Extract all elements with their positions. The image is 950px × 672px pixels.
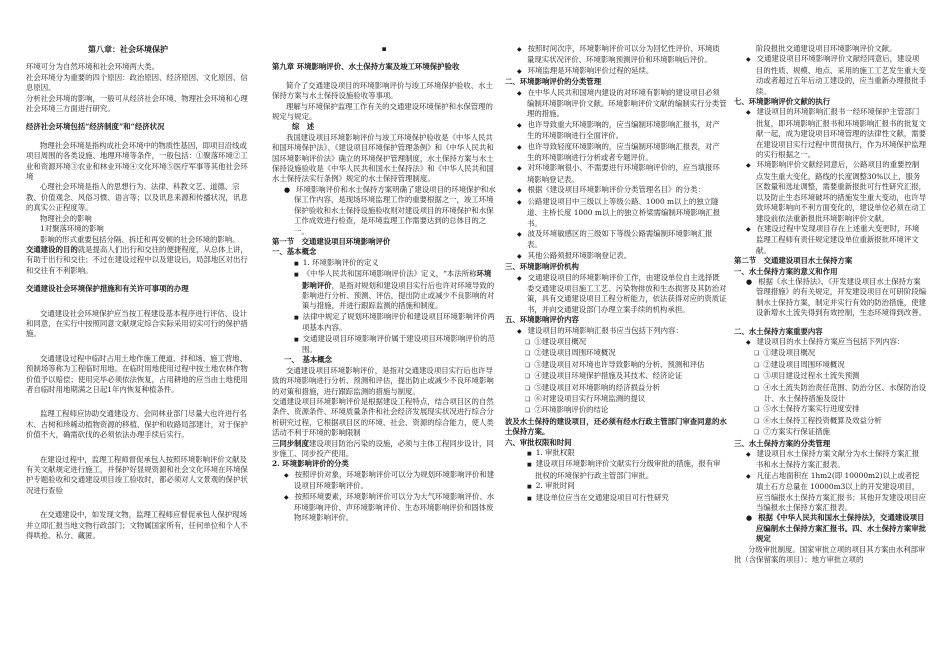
bullet-item: ◆ 波及环境敏感区的三级如下等级公路需编制环境影响汇报表。	[505, 229, 727, 251]
paragraph: 在建设过程中，监理工程师督促承包人按照环境影响评价文献及有关文献规定进行施工，并保护好显规资源和社会文化环境在环境保护专题验收和交通建设项目竣工验收时，都必须对人文景观的保护状况进行查验	[26, 454, 248, 495]
paragraph: 物理社会环境是指构成社会环境中的物质性基因，即项目沿线或项目周围的各类设施、地理环境等条件，一般包括：①聚落环境②工业和资源环境③农业和林业环境④文化环境⑤医疗军事等其他社会环境	[26, 140, 248, 182]
bullet-item: ◆ 公路建设项目中三级以上等级公路、1000 m以上的独立隧道、主桥长度 1000 m以上的独立桥梁需编制环境影响汇报书。	[505, 197, 727, 229]
bullet-item: ◆ 交通建设项目环境影响评价文献经同意后，建设项目的性质、规模、地点、采用的施工工艺发生重大变动或者超过五年后动工建设的，应当重新办理报批手续。	[734, 54, 926, 97]
bullet-item: ◆ 按照环境要素，环境影响评价可以分为大气环境影响评价、水环境影响评价、声环境影响评价、生态环境影响评价和固体废物环境影响评价。	[272, 492, 496, 524]
bullet-item: ◆ 按照评价对象，环境影响评价可以分为规划环境影响评价和建设项目环境影响评价。	[272, 470, 496, 492]
list-item: ❑ ⑥水土保持工程投资概算及效益分析	[734, 416, 926, 427]
paragraph: 交通建设项目环境影响评价是根据建设工程特点，结合项目区的自然条件、资源条件、环境质量条件和社会经济发展现实状况进行综合分析研究过程，它根据项目区的环境、社会、资源的综合能力，使人类活动不利于环境的影响限制	[272, 397, 494, 438]
paragraph: 我国建设项目环境影响评价与竣工环境保护验收是《中华人民共和国环境保护法》、《建设项目环境保护管理条例》和《中华人民共和国环境影响评价法》确立的环境保护管理制度，水土保持方案与水土保持设施验收是《中华人民共和国水土保持法》和《中华人民共和国水土保持法实行条例》规定的水土保持管理制度。	[272, 132, 494, 184]
paragraph: 环境可分为自然环境和社会环境两大类。	[26, 62, 160, 72]
bullet-item: ◆ 环境影响评价文献经同意后，公路项目的重要控制点发生重大变化，路线的长度调整30%以上，服务区数量和选址调整，需要重新报批可行性研究汇报，以及防止生态环境破坏的措施发生重大变动，也许导致环境影响向不利方面变化的，建设单位必须在动工建设前依法重新报批环境影响评价文献。	[734, 160, 926, 223]
section-heading: 五、环境影响评价内容	[505, 315, 579, 325]
sub-heading: 二、水土保持方案重要内容	[734, 326, 823, 336]
bullet-item: ◆ 交通建设项目的环境影响评价工作，由建设单位自主选择既委交通建设项目施工工艺、污染物排放和生态损害及其防治对策，具有交通建设项目工程分析能力，依法获得对应的资质证书，并向交通建设部门办理立案手续的机构承担。	[505, 273, 727, 316]
page-mark: ▪	[381, 44, 387, 53]
bullet-item: ◆ 建设项目的水土保持方案应当包括下列内容：	[734, 337, 926, 348]
section-heading: 二、环境影响评价的分类管理	[505, 77, 602, 87]
bullet-item: ◆ 对环境影响很小、不需要进行环境影响评价的，应当填报环境影响登记表。	[505, 163, 727, 185]
bullet-item: ◆ 环境监理是环境影响评价过程的延续。	[505, 66, 727, 77]
bullet-item: ◆ 在中华人民共和国境内建设的对环境有影响的建设项目必须编制环境影响评价文献。环境影响评价文献的编制实行分类管理的措施。	[505, 88, 727, 120]
paragraph-text: 就是提高人们出行和交往的便捷程度，从总体上讲，有助于出行和交往；不过在建设过程中以及建设后，局部地区对出行和交往有不利影响。	[26, 244, 248, 275]
list-item: ❑ ⑥对建设项目实行环境监测的提议	[505, 394, 727, 405]
bullet-item: ● 环境影响评价和水土保持方案明确了建设项目的环境保护和水保工作内容，是现场环境监理工作的重要根据之一，竣工环境保护验收和水土保持设施验收则对建设项目的环境保护和水保工作成效进行检查，是环境监理工作需要达到的总体目的之一。	[272, 185, 496, 237]
list-item: ■ 建设项目环境影响评价文献实行分级审批的措施，报有审批权的环境保护行政主管部门审批。	[505, 459, 727, 481]
list-item: ❑ ②建设项目周围环境概况	[734, 360, 926, 371]
list-item: ■ 法律中规定了规划环境影响评价和建设项目环境影响评价两项基本内容。	[272, 312, 496, 334]
paragraph: 简介了交通建设项目的环境影响评价与竣工环境保护验收、水土保持方案与水土保持设施验收等事项。	[272, 80, 493, 101]
bullet-item: ◆ 按照时间次序，环境影响评价可以分为回忆性评价、环境质量现实状况评价、环境影响预测评价和环境影响后评价。	[505, 44, 727, 66]
column-2	[272, 44, 496, 524]
bold-term: 交通建设的目的	[26, 244, 78, 254]
list-text: 《中华人民共和国环境影响评价法》定义，“本法所称	[302, 269, 477, 279]
paragraph: 心理社会环境是指人的思想行为、法律、科教文艺、道德、宗教、价值观念、风俗习惯、语言等；以及讯息来源和传播状况，讯息的真实公正程度等。	[26, 182, 248, 213]
bold-term: 三同步制度	[272, 438, 309, 448]
bullet-item: ◆ 凡征占地面积在 1hm2(即 10000m2)以上或者挖填土石方总量在 10000m3以上的开发建设项目，应当编报水土保持方案汇报书；其他开发建设项目应当编报水土保持方案汇报表。	[734, 471, 926, 514]
list-item: ❑ ①建设项目概况	[505, 337, 727, 348]
list-item	[272, 269, 496, 312]
paragraph: 分析社会环境的影响，一般可从经济社会环境、物理社会环境和心理社会环境三方面进行研究。	[26, 93, 248, 114]
sub-heading: 一、 基本概念	[284, 355, 333, 365]
paragraph: 在交通建设中，如发现文物，监理工程师应督促承包人保护现场并立即汇报当地文物行政部门；文物属国家所有，任何单位和个人不得哄抢、私分、藏匿。	[26, 510, 248, 541]
section-heading: 综 述	[292, 122, 315, 132]
paragraph: 物理社会的影响	[40, 213, 92, 223]
sub-heading: 一、基本概念	[272, 247, 317, 257]
list-item: ❑ ④水土流失防治责任范围、防治分区、水保防治设计、水土保持措施及设计	[734, 383, 926, 405]
list-item: ■ 交通建设项目环境影响评价属于建设项目环境影响评价的范围。	[272, 334, 496, 356]
section-heading: 第一节 交通建设项目环境影响评价	[272, 236, 391, 246]
list-item: ■ 建设单位应当在交通建设项目可行性研究	[505, 493, 727, 504]
section-heading: 交通建设社会环境保护措施和有关许可事项的办理	[26, 284, 189, 294]
bullet-item: ◆ 也许导致轻度环境影响的，应当编制环境影响汇报表，对产生的环境影响进行分析或者专题评价。	[505, 142, 727, 164]
section-heading: 七、环境影响评价文献的执行	[734, 97, 831, 107]
paragraph: 理解与环境保护监理工作有关的交通建设环境保护和水保管理的规定与规定。	[272, 101, 493, 122]
list-item: ■ 1. 环境影响评价的定义	[272, 258, 496, 269]
column-4	[734, 44, 926, 566]
list-item: ■ 1. 审批权限	[505, 448, 727, 459]
section-heading: 三、环境影响评价机构	[505, 262, 579, 272]
sub-heading: 三、水土保持方案的分类管理	[734, 438, 831, 448]
column-3	[505, 44, 727, 504]
section-heading: 六、审批权限和时间	[505, 437, 572, 447]
paragraph: 社会环境分为重要的四个原因：政治原因、经济原因、文化原因、信息原因。	[26, 72, 248, 93]
list-item: ❑ ③项目建设过程水土流失预测	[734, 371, 926, 382]
column-1	[26, 44, 248, 541]
list-item: ❑ ②建设项目周围环境概况	[505, 348, 727, 359]
bullet-item: ◆ 也许导致重大环境影响的，应当编制环境影响汇报书，对产生的环境影响进行全面评价。	[505, 120, 727, 142]
bullet-item: ◆ 建设项目的环境影响汇报书应当包括下列内容：	[505, 326, 727, 337]
list-text: ，是指对规划和建设项目实行后也许对环境导致的影响进行分析、预测、评估，提出防止或减少不良影响的对策与措施，并进行跟踪监测的措施和制度。	[302, 280, 495, 311]
paragraph: 影响的形式重要包括分隔、拆迁和再安顿的社会环境的影响。	[40, 234, 240, 244]
paragraph: 阶段报批交通建设项目环境影响评价文献。	[756, 44, 897, 53]
list-item: ❑ ①建设项目概况	[734, 348, 926, 359]
list-item: ❑ ③建设项目对环境也许导致影响的分析、预测和评估	[505, 360, 727, 371]
bullet-item: ◆ 根据《建设项目环境影响评价分类管理名目》的分类：	[505, 185, 727, 196]
list-item: ❑ ④建设项目环境保护措施及其技术、经济论证	[505, 371, 727, 382]
bullet-item: ◆ 建设项目水土保持方案文献分为水土保持方案汇报书和水土保持方案汇报表。	[734, 449, 926, 471]
paragraph	[272, 439, 496, 460]
sub-heading: 一、水土保持方案的意义和作用	[734, 266, 838, 276]
list-item: ❑ ⑦环境影响评价的结论	[505, 405, 727, 416]
list-item: ❑ ⑤建设项目对环境影响的经济损益分析	[505, 383, 727, 394]
bold-paragraph: 波及水土保持的建设项目，还必须有经水行政主管部门审查同意的水土保持方案。	[505, 416, 727, 437]
sub-heading: 2. 环境影响评价的分类	[272, 459, 349, 469]
chapter-title: 第八章：社会环境保护	[88, 44, 168, 54]
paragraph-text: 建设项目防治污染的设施，必须与主体工程同步设计，同步施工、同步投产使用。	[272, 438, 494, 459]
section-heading: 经济社会环境包括“经济制度”和“经济状况	[26, 122, 165, 132]
paragraph: 交通建设过程中临时占用土地作施工便道、拌和场、施工营地、预制场等称为工程临时用地。在临时用地使用过程中按土地农林作物价值予以赔偿；使用完毕必须依法恢复，占用耕地的应当由土地使用者自临时用地期满之日起1年内恢复种植条件。	[26, 353, 248, 394]
list-item: ■ 2. 审批时间	[505, 481, 727, 492]
paragraph	[26, 245, 248, 276]
paragraph: 交通建设项目环境影响评价，是指对交通建设项目实行后也许导致的环境影响进行分析、预测和评估，提出防止或减少不良环境影响的对策和措施，进行跟踪监测的措施与制度。	[272, 365, 494, 396]
bullet-item: ◆ 建设项目的环境影响汇报书一经环境保护主管部门批复，即环境影响汇报书和环境影响汇报书的批复文献一起，成为建设项目环境管理的法律性文献，需要在建设项目实行过程中贯彻执行，作为环境保护监理的实行根据之一。	[734, 107, 926, 160]
bullet-item: ● 根据《水土保持法》、《开发建设项目水土保持方案管理措施》的有关规定，开发建设项目在可研阶段编制水土保持方案，制定并实行有效的防治措施，使建设新增水土流失得到有效控制，生态环境得到改善。	[734, 277, 926, 319]
bullet-item: ◆ 在建设过程中发现项目存在上述重大变更时，环境监理工程师有责任规定建设单位重新报批环境评文献。	[734, 224, 926, 256]
paragraph: 交通建设社会环境保护应当按工程建设基本程序进行评估、设计和同意，在实行中按照同意文献规定综合实际采用切实可行的保护措施。	[26, 308, 248, 339]
paragraph: 1对聚落环境的影响	[40, 224, 104, 234]
section-heading: 第二节 交通建设项目水土保持方案	[734, 256, 853, 266]
bold-term: 环境影响评价	[302, 269, 492, 290]
bullet-item: ◆ 其他公路须报环境影响登记表。	[505, 251, 727, 262]
bold-bullet-item: ● 根据《中华人民共和国水土保持法》，交通建设项目应编制水土保持方案汇报书。四、水土保持方案审批规定	[734, 513, 926, 544]
paragraph: 监理工程师应协助交通建设方、会同林业部门尽量大也许进行名木、古树和珍稀动植物资源的移植、保护和收路局部建计，对于保护价值不大，确需砍伐的必须依法办理手续后实行。	[26, 409, 248, 440]
paragraph: 分级审批制度。国家审批立项的项目其方案由水利部审批（含保留案的项目）；地方审批立项的	[734, 544, 926, 565]
list-item: ❑ ⑤水土保持方案实行进度安排	[734, 404, 926, 415]
list-item: ❑ ⑦方案实行保证措施	[734, 427, 926, 438]
chapter-title: 第九章 环境影响评价、水土保持方案及竣工环境保护验收	[272, 62, 460, 72]
